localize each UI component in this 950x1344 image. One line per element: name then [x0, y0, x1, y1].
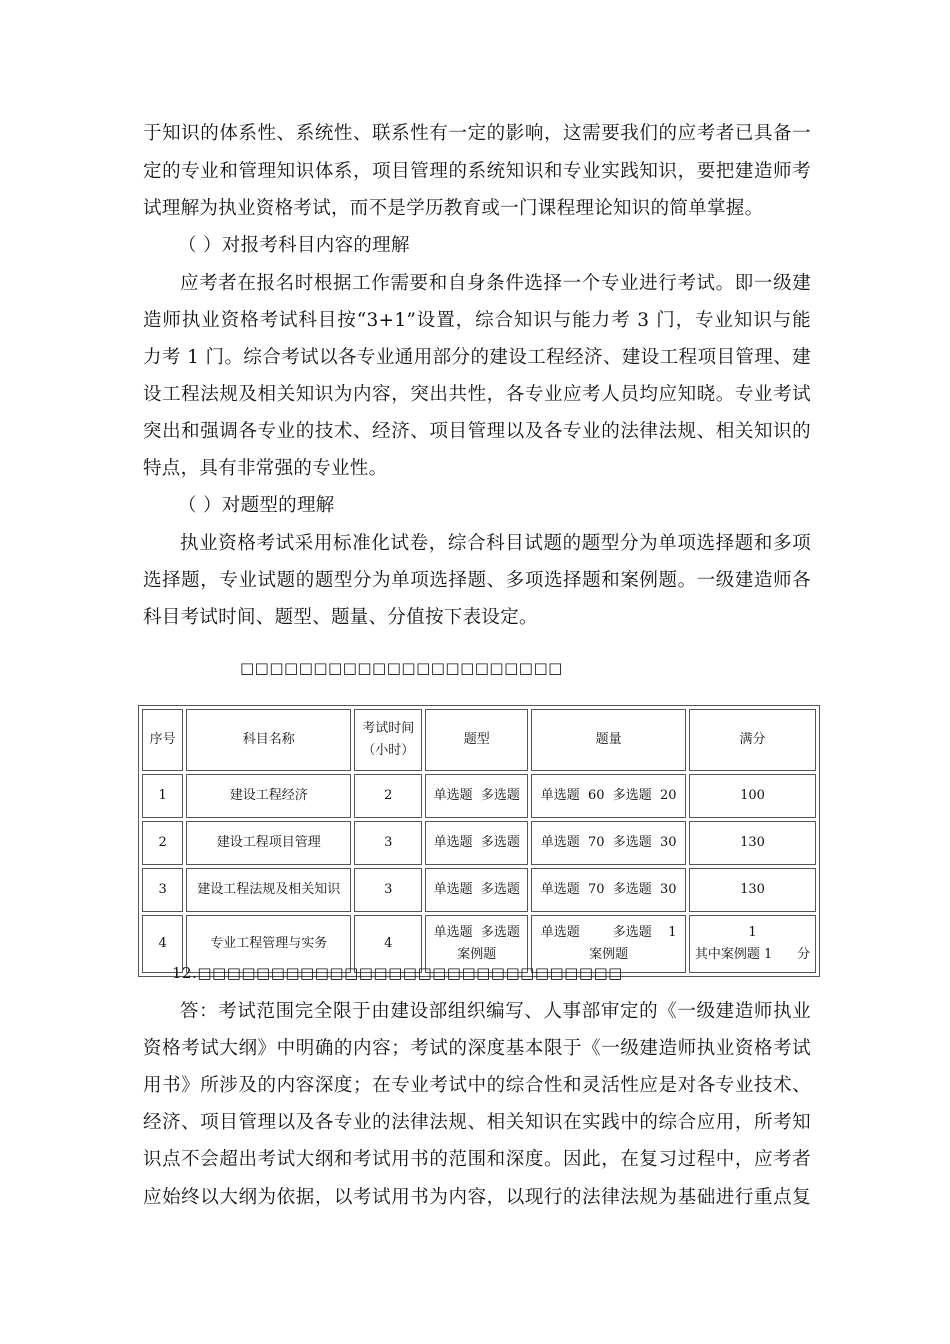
cell-subject-name: 建设工程项目管理	[186, 821, 351, 865]
cell-exam-time: 3	[354, 821, 422, 865]
header-exam-time	[354, 709, 422, 771]
cell-seq: 2	[142, 821, 183, 865]
cell-question-count: 单选题 70 多选题 30	[531, 821, 686, 865]
cell-seq: 1	[142, 774, 183, 818]
paragraph-line: 经济、项目管理以及各专业的法律法规、相关知识在实践中的综合应用，所考知	[143, 1112, 811, 1133]
cell-question-type: 单选题 多选题	[425, 821, 528, 865]
paragraph-line: 突出和强调各专业的技术、经济、项目管理以及各专业的法律法规、相关知识的	[143, 421, 811, 442]
paragraph-line: 力考 1 门。综合考试以各专业通用部分的建设工程经济、建设工程项目管理、建	[143, 347, 811, 368]
cell-full-score: 130	[689, 821, 816, 865]
cell-question-count-line1: 单选题 多选题 1	[540, 925, 677, 940]
table-row	[142, 868, 816, 912]
paragraph-line: 用书》所涉及的内容深度；在专业考试中的综合性和灵活性应是对各专业技术、	[143, 1075, 811, 1096]
section-heading: （ ）对报考科目内容的理解	[178, 235, 410, 256]
cell-full-score	[689, 915, 816, 973]
cell-exam-time: 4	[354, 915, 422, 973]
paragraph-line: 设工程法规及相关知识为内容，突出共性，各专业应考人员均应知晓。专业考试	[143, 384, 811, 405]
cell-seq: 3	[142, 868, 183, 912]
cell-subject-name: 建设工程经济	[186, 774, 351, 818]
table-row	[142, 774, 816, 818]
cell-question-type-line2: 案例题	[457, 947, 497, 962]
paragraph-line: 选择题，专业试题的题型分为单项选择题、多项选择题和案例题。一级建造师各	[143, 570, 811, 591]
cell-question-type-line1: 单选题 多选题	[433, 925, 520, 940]
paragraph-line: 科目考试时间、题型、题量、分值按下表设定。	[143, 607, 538, 628]
header-seq: 序号	[142, 709, 183, 771]
cell-subject-name: 专业工程管理与实务	[186, 915, 351, 973]
paragraph-line: 应考者在报名时根据工作需要和自身条件选择一个专业进行考试。即一级建	[180, 273, 811, 294]
table-caption: □□□□□□□□□□□□□□□□□□□□□□	[240, 659, 563, 677]
cell-full-score: 130	[689, 868, 816, 912]
question-heading: 12.□□□□□□□□□□□□□□□□□□□□□□□□□□□□□	[172, 964, 623, 982]
paragraph-line: 造师执业资格考试科目按“3+1”设置，综合知识与能力考 3 门，专业知识与能	[143, 310, 811, 331]
header-exam-time-line2: （小时）	[362, 743, 415, 758]
exam-subject-table	[138, 705, 820, 977]
paragraph-line: 识点不会超出考试大纲和考试用书的范围和深度。因此，在复习过程中，应考者	[143, 1149, 811, 1170]
table-row	[142, 821, 816, 865]
paragraph-line: 执业资格考试采用标准化试卷，综合科目试题的题型分为单项选择题和多项	[180, 533, 811, 554]
table-header-row	[142, 709, 816, 771]
header-question-type: 题型	[425, 709, 528, 771]
cell-exam-time: 2	[354, 774, 422, 818]
paragraph-line: 资格考试大纲》中明确的内容；考试的深度基本限于《一级建造师执业资格考试	[143, 1038, 811, 1059]
cell-full-score-line2: 其中案例题 1 分	[694, 947, 811, 962]
cell-question-count: 单选题 70 多选题 30	[531, 868, 686, 912]
cell-question-type: 单选题 多选题	[425, 868, 528, 912]
header-question-count: 题量	[531, 709, 686, 771]
paragraph-line: 定的专业和管理知识体系，项目管理的系统知识和专业实践知识，要把建造师考	[143, 161, 811, 182]
header-full-score: 满分	[689, 709, 816, 771]
paragraph-line: 试理解为执业资格考试，而不是学历教育或一门课程理论知识的简单掌握。	[143, 198, 764, 219]
cell-question-count-line2: 案例题	[589, 947, 629, 962]
cell-subject-name: 建设工程法规及相关知识	[186, 868, 351, 912]
cell-seq: 4	[142, 915, 183, 973]
cell-exam-time: 3	[354, 868, 422, 912]
paragraph-line: 特点，具有非常强的专业性。	[143, 458, 388, 479]
paragraph-line: 应始终以大纲为依据，以考试用书为内容，以现行的法律法规为基础进行重点复	[143, 1187, 811, 1208]
paragraph-line: 于知识的体系性、系统性、联系性有一定的影响，这需要我们的应考者已具备一	[143, 123, 811, 144]
cell-full-score-line1: 1	[748, 925, 757, 940]
header-subject-name: 科目名称	[186, 709, 351, 771]
cell-full-score: 100	[689, 774, 816, 818]
paragraph-line: 答：考试范围完全限于由建设部组织编写、人事部审定的《一级建造师执业	[180, 1001, 811, 1022]
header-exam-time-line1: 考试时间	[362, 721, 415, 736]
cell-question-count: 单选题 60 多选题 20	[531, 774, 686, 818]
section-heading: （ ）对题型的理解	[178, 495, 335, 516]
cell-question-type: 单选题 多选题	[425, 774, 528, 818]
